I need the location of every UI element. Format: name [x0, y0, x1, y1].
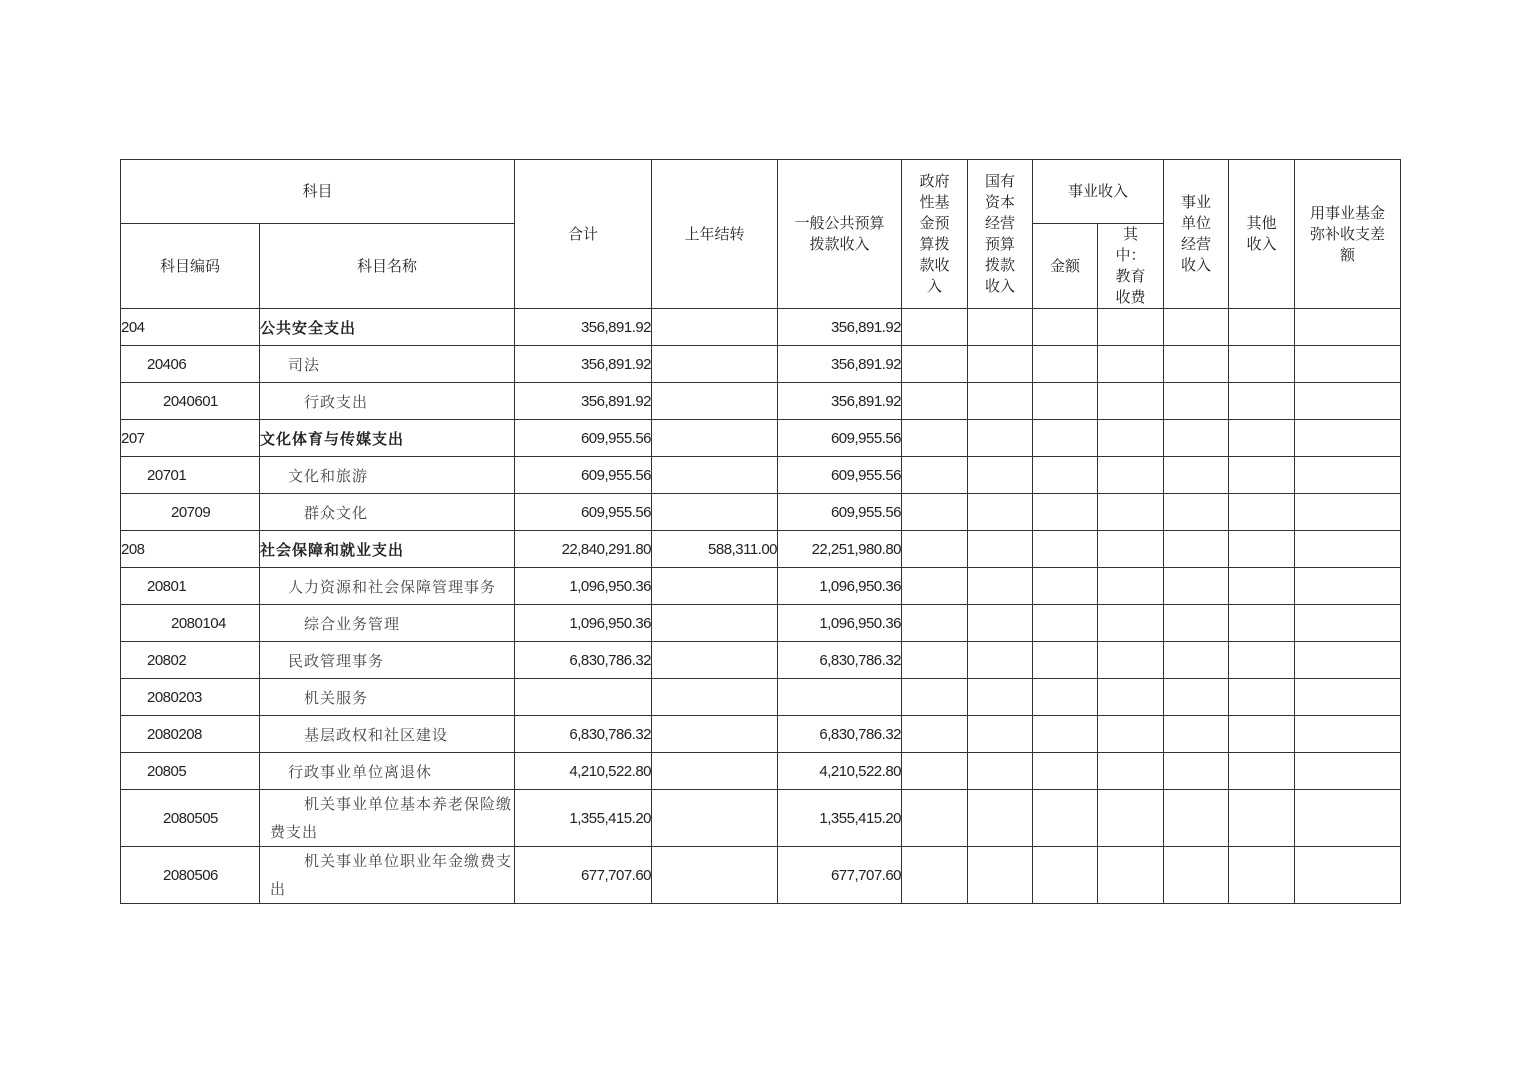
row-carryover	[652, 457, 778, 494]
row-total: 4,210,522.80	[515, 753, 652, 790]
row-general-budget: 6,830,786.32	[778, 642, 902, 679]
row-general-budget: 6,830,786.32	[778, 716, 902, 753]
row-name: 文化和旅游	[260, 457, 515, 494]
row-general-budget	[778, 679, 902, 716]
header-general-budget: 一般公共预算拨款收入	[778, 160, 902, 309]
row-carryover	[652, 309, 778, 346]
table-row	[121, 847, 1401, 904]
row-carryover	[652, 716, 778, 753]
row-name: 公共安全支出	[260, 309, 515, 346]
row-carryover	[652, 847, 778, 904]
row-name: 行政事业单位离退休	[260, 753, 515, 790]
row-general-budget: 4,210,522.80	[778, 753, 902, 790]
row-total: 1,355,415.20	[515, 790, 652, 847]
table-row	[121, 716, 1401, 753]
table-row	[121, 753, 1401, 790]
row-general-budget: 609,955.56	[778, 457, 902, 494]
row-carryover	[652, 605, 778, 642]
header-amount: 金额	[1033, 224, 1098, 309]
row-code: 20406	[121, 346, 260, 383]
row-code: 2080506	[121, 847, 260, 904]
row-code: 207	[121, 420, 260, 457]
table-row	[121, 346, 1401, 383]
header-prior-carryover: 上年结转	[652, 160, 778, 309]
table-row	[121, 679, 1401, 716]
table-row	[121, 420, 1401, 457]
row-total: 356,891.92	[515, 383, 652, 420]
row-carryover: 588,311.00	[652, 531, 778, 568]
table-row	[121, 642, 1401, 679]
header-business-income: 事业收入	[1033, 160, 1164, 224]
table-row	[121, 494, 1401, 531]
header-total: 合计	[515, 160, 652, 309]
row-total: 609,955.56	[515, 494, 652, 531]
row-carryover	[652, 679, 778, 716]
row-total: 677,707.60	[515, 847, 652, 904]
row-name: 机关服务	[260, 679, 515, 716]
row-general-budget: 22,251,980.80	[778, 531, 902, 568]
table-row	[121, 457, 1401, 494]
row-name: 民政管理事务	[260, 642, 515, 679]
row-name: 司法	[260, 346, 515, 383]
row-general-budget: 609,955.56	[778, 494, 902, 531]
row-carryover	[652, 383, 778, 420]
header-education-fee: 其中：教育收费	[1098, 224, 1164, 309]
row-code: 20802	[121, 642, 260, 679]
row-total: 356,891.92	[515, 346, 652, 383]
row-name: 综合业务管理	[260, 605, 515, 642]
row-code: 2080104	[121, 605, 260, 642]
row-name: 人力资源和社会保障管理事务	[260, 568, 515, 605]
row-carryover	[652, 420, 778, 457]
header-subject: 科目	[121, 160, 515, 224]
table-row	[121, 383, 1401, 420]
row-carryover	[652, 568, 778, 605]
row-total: 1,096,950.36	[515, 568, 652, 605]
row-name: 机关事业单位职业年金缴费支出	[260, 847, 515, 904]
row-total: 609,955.56	[515, 420, 652, 457]
row-carryover	[652, 642, 778, 679]
row-name: 社会保障和就业支出	[260, 531, 515, 568]
row-total: 1,096,950.36	[515, 605, 652, 642]
row-total: 609,955.56	[515, 457, 652, 494]
row-general-budget: 1,096,950.36	[778, 605, 902, 642]
row-name: 机关事业单位基本养老保险缴费支出	[260, 790, 515, 847]
table-row	[121, 568, 1401, 605]
row-general-budget: 677,707.60	[778, 847, 902, 904]
row-general-budget: 356,891.92	[778, 346, 902, 383]
row-total: 6,830,786.32	[515, 642, 652, 679]
row-code: 208	[121, 531, 260, 568]
row-code: 20701	[121, 457, 260, 494]
row-general-budget: 1,355,415.20	[778, 790, 902, 847]
header-gov-fund: 政府性基金预算拨款收入	[902, 160, 968, 309]
row-total: 22,840,291.80	[515, 531, 652, 568]
row-code: 20801	[121, 568, 260, 605]
header-other-income: 其他收入	[1229, 160, 1295, 309]
row-carryover	[652, 346, 778, 383]
row-general-budget: 609,955.56	[778, 420, 902, 457]
row-carryover	[652, 753, 778, 790]
row-code: 2080505	[121, 790, 260, 847]
row-code: 2080203	[121, 679, 260, 716]
row-carryover	[652, 494, 778, 531]
header-subject-code: 科目编码	[121, 224, 260, 309]
table-row	[121, 531, 1401, 568]
row-total: 6,830,786.32	[515, 716, 652, 753]
row-name: 群众文化	[260, 494, 515, 531]
row-code: 204	[121, 309, 260, 346]
table-row	[121, 605, 1401, 642]
table-row	[121, 790, 1401, 847]
header-state-capital: 国有资本经营预算拨款收入	[968, 160, 1033, 309]
row-total	[515, 679, 652, 716]
row-general-budget: 356,891.92	[778, 309, 902, 346]
budget-table	[120, 159, 1401, 904]
row-general-budget: 356,891.92	[778, 383, 902, 420]
row-general-budget: 1,096,950.36	[778, 568, 902, 605]
row-code: 2080208	[121, 716, 260, 753]
header-subject-name: 科目名称	[260, 224, 515, 309]
row-name: 文化体育与传媒支出	[260, 420, 515, 457]
table-row	[121, 309, 1401, 346]
row-name: 行政支出	[260, 383, 515, 420]
header-unit-operating: 事业单位经营收入	[1164, 160, 1229, 309]
row-code: 2040601	[121, 383, 260, 420]
row-code: 20709	[121, 494, 260, 531]
row-code: 20805	[121, 753, 260, 790]
row-name: 基层政权和社区建设	[260, 716, 515, 753]
header-fund-balance: 用事业基金弥补收支差额	[1295, 160, 1401, 309]
row-total: 356,891.92	[515, 309, 652, 346]
row-carryover	[652, 790, 778, 847]
